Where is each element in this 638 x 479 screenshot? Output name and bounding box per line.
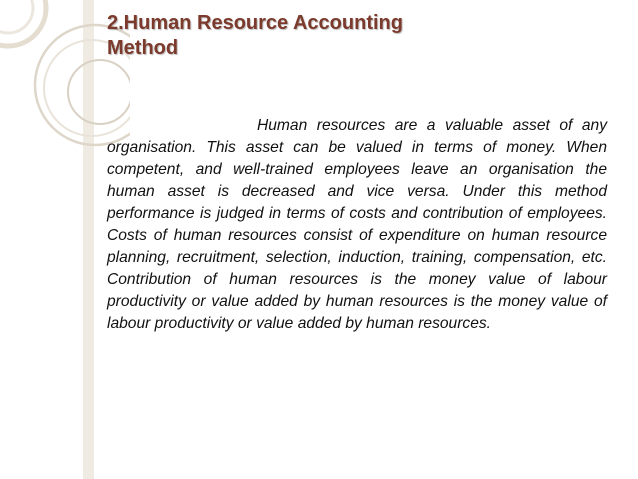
- decor-circle-top-outer: [0, 0, 46, 46]
- slide-body-paragraph: Human resources are a valuable asset of any organisation. This asset can be valued in terms of money. When competent, and well-trained employees leave an organisation the human asset is decreased and vice versa. Under this method performance is judged in terms of costs and contribution of employees. Costs of human resources consist of expenditure on human resource planning, recruitment, selection, induction, training, compensation, etc. Contribution of human resources is the money value of labour productivity or value added by human resources is the money value of labour productivity or value added by human resources.: [107, 117, 607, 332]
- slide-title-line-1: 2.Human Resource Accounting: [107, 12, 403, 34]
- slide-title-line-2: Method: [107, 37, 179, 59]
- slide-title: [107, 11, 527, 61]
- decor-circle-top-inner: [0, 0, 33, 33]
